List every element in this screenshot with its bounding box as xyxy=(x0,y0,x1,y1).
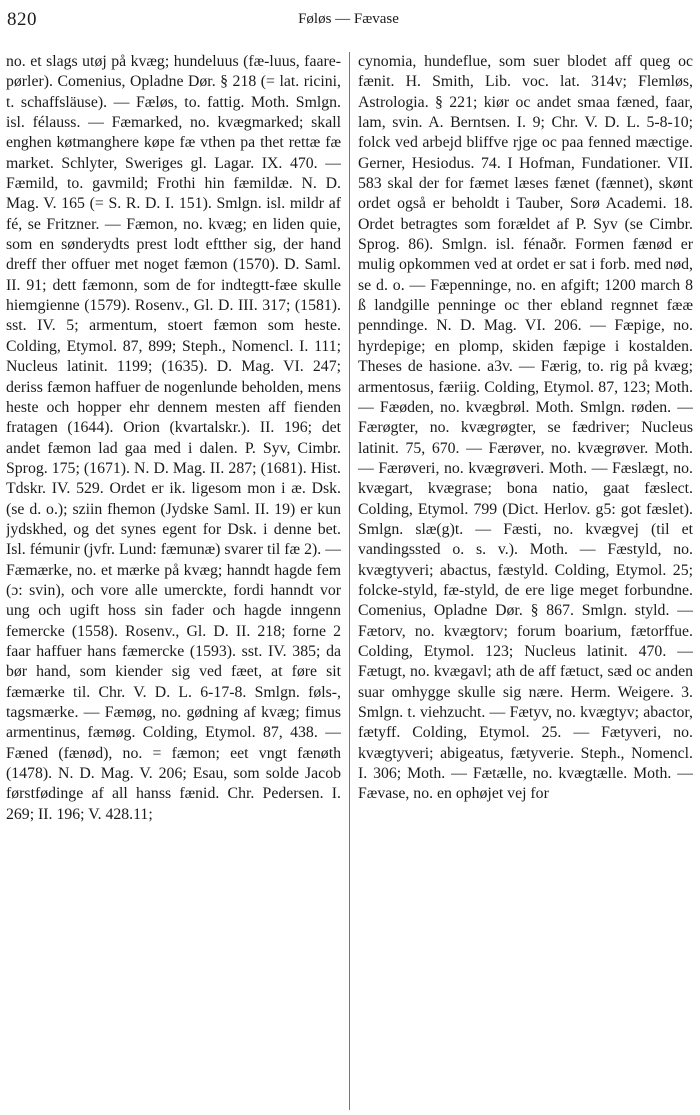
right-column-text: cynomia, hundeflue, som suer blodet aff queg oc fænit. H. Smith, Lib. voc. lat. 314v; Flemløs, Astrologia. § 221; kiør oc andet smaa fæned, faar, lam, svin. A. Berntsen. I. 9; Chr. V. D. L. 5-8-10; folck ved arbejd bliffve rjge oc paa fenned mæctige. Gerner, Hesiodus. 74. I Hofman, Fundationer. VII. 583 skal der for fæmet læses fænet (fænnet), skønt ordet også er beholdt i Tauber, Sorø Academi. 18. Ordet betragtes som forældet af P. Syv (se Cimbr. Sprog. 86). Smlgn. isl. fénaðr. Formen fænød er mulig opkommen ved at ordet er sat i forb. med nød, se d. o. — Fæpenninge, no. en afgift; 1200 march 8 ß landgille penninge oc ther ebland regnnet fææ penndinge. N. D. Mag. VI. 206. — Fæpige, no. hyrdepige; en plomp, skiden fæpige i kostalden. Theses de hasione. a3v. — Færig, to. rig på kvæg; armentosus, færiig. Colding, Etymol. 87, 123; Moth. — Fæøden, no. kvægbrøl. Moth. Smlgn. røden. — Færøgter, no. kvægrøgter, se fædriver; Nucleus latinit. 75, 670. — Færøver, no. kvægrøver. Moth. — Færøveri, no. kvægrøveri. Moth. — Fæslægt, no. kvægart, kvægrase; bona natio, gaat fæslect. Colding, Etymol. 799 (Dict. Herlov. g5: got fæslet). Smlgn. slæ(g)t. — Fæsti, no. kvægvej (til et vandingssted o. s. v.). Moth. — Fæstyld, no. kvægtyveri; abactus, fæstyld. Colding, Etymol. 25; folcke-styld, fæ-styld, de ere lige meget forbundne. Comenius, Opladne Dør. § 867. Smlgn. styld. — Fætorv, no. kvægtorv; forum boarium, fætorffue. Colding, Etymol. 123; Nucleus latinit. 470. — Fætugt, no. kvægavl; ath de aff fætuct, sæd oc anden suar omhygge skulle sig nære. Herm. Weigere. 3. Smlgn. t. viehzucht. — Fætyv, no. kvægtyv; abactor, fætyff. Colding, Etymol. 25. — Fætyveri, no. kvægtyveri; abigeatus, fætyverie. Steph., Nomencl. I. 306; Moth. — Fætælle, no. kvægtælle. Moth. — Fævase, no. en ophøjet vej for xyxy=(358,53,693,803)
page-header xyxy=(7,6,690,32)
column-divider xyxy=(349,52,350,1110)
text-columns xyxy=(6,52,694,1110)
left-column xyxy=(6,52,341,1110)
running-head: Føløs — Fævase xyxy=(298,11,399,27)
left-column-text: no. et slags utøj på kvæg; hundeluus (fæ-luus, faare-pørler). Comenius, Opladne Dør. § 218 (= lat. ricini, t. schaffsläuse). — Fæløs, to. fattig. Moth. Smlgn. isl. félauss. — Fæmarked, no. kvægmarked; skall enghen køtmanghere køpe fæ vthen pa thet rettæ fæ market. Schlyter, Sweriges gl. Lagar. IX. 470. — Fæmild, to. gavmild; Frothi hin fæmildæ. N. D. Mag. V. 165 (= S. R. D. I. 151). Smlgn. isl. mildr af fé, se Fritzner. — Fæmon, no. kvæg; en liden quie, som en sønderydts prest lodt eftther sig, der hand dreff ther offuer met noget fæmon (1570). D. Saml. II. 91; dett fæmonn, som de for indtegtt-fæe skulle hiemgienne (1579). Rosenv., Gl. D. III. 317; (1581). sst. IV. 5; armentum, stoert fæmon som heste. Colding, Etymol. 87, 899; Steph., Nomencl. I. 111; Nucleus latinit. 1199; (1635). D. Mag. VI. 247; deriss fæmon haffuer de nogenlunde beholden, mens heste och hopper ehr dennem mesten aff fienden fratagen (1644). Orion (kvartalskr.). II. 196; det andet fæmon lad gaa med i dalen. P. Syv, Cimbr. Sprog. 175; (1671). N. D. Mag. II. 287; (1681). Hist. Tdskr. IV. 529. Ordet er ik. ligesom mon i æ. Dsk. (se d. o.); sziin fhemon (Jydske Saml. II. 19) er kun jydskhed, og det synes egent for Dsk. i denne bet. Isl. fémunir (jvfr. Lund: fæmunæ) svarer til fæ 2). — Fæmærke, no. et mærke på kvæg; hanndt hagde fem (ɔ: svin), och vore alle umerckte, fordi hanndt vor ung och ugift hoss sin fader och hagde inngenn femercke (1558). Rosenv., Gl. D. II. 218; forne 2 faar haffuer hans fæmercke (1593). sst. IV. 385; da bør hand, som kiender sig ved fæet, at føre sit fæmærke til. Chr. V. D. L. 6-17-8. Smlgn. føls-, tagsmærke. — Fæmøg, no. gødning af kvæg; fimus armentinus, fæmøg. Colding, Etymol. 87, 438. — Fæned (fænød), no. = fæmon; eet vngt fænøth (1478). N. D. Mag. V. 206; Esau, som solde Jacob førstfødinge af all hanss fænid. Chr. Pedersen. I. 269; II. 196; V. 428.11; xyxy=(6,53,341,823)
right-column xyxy=(358,52,693,1110)
page-number: 820 xyxy=(7,9,37,30)
